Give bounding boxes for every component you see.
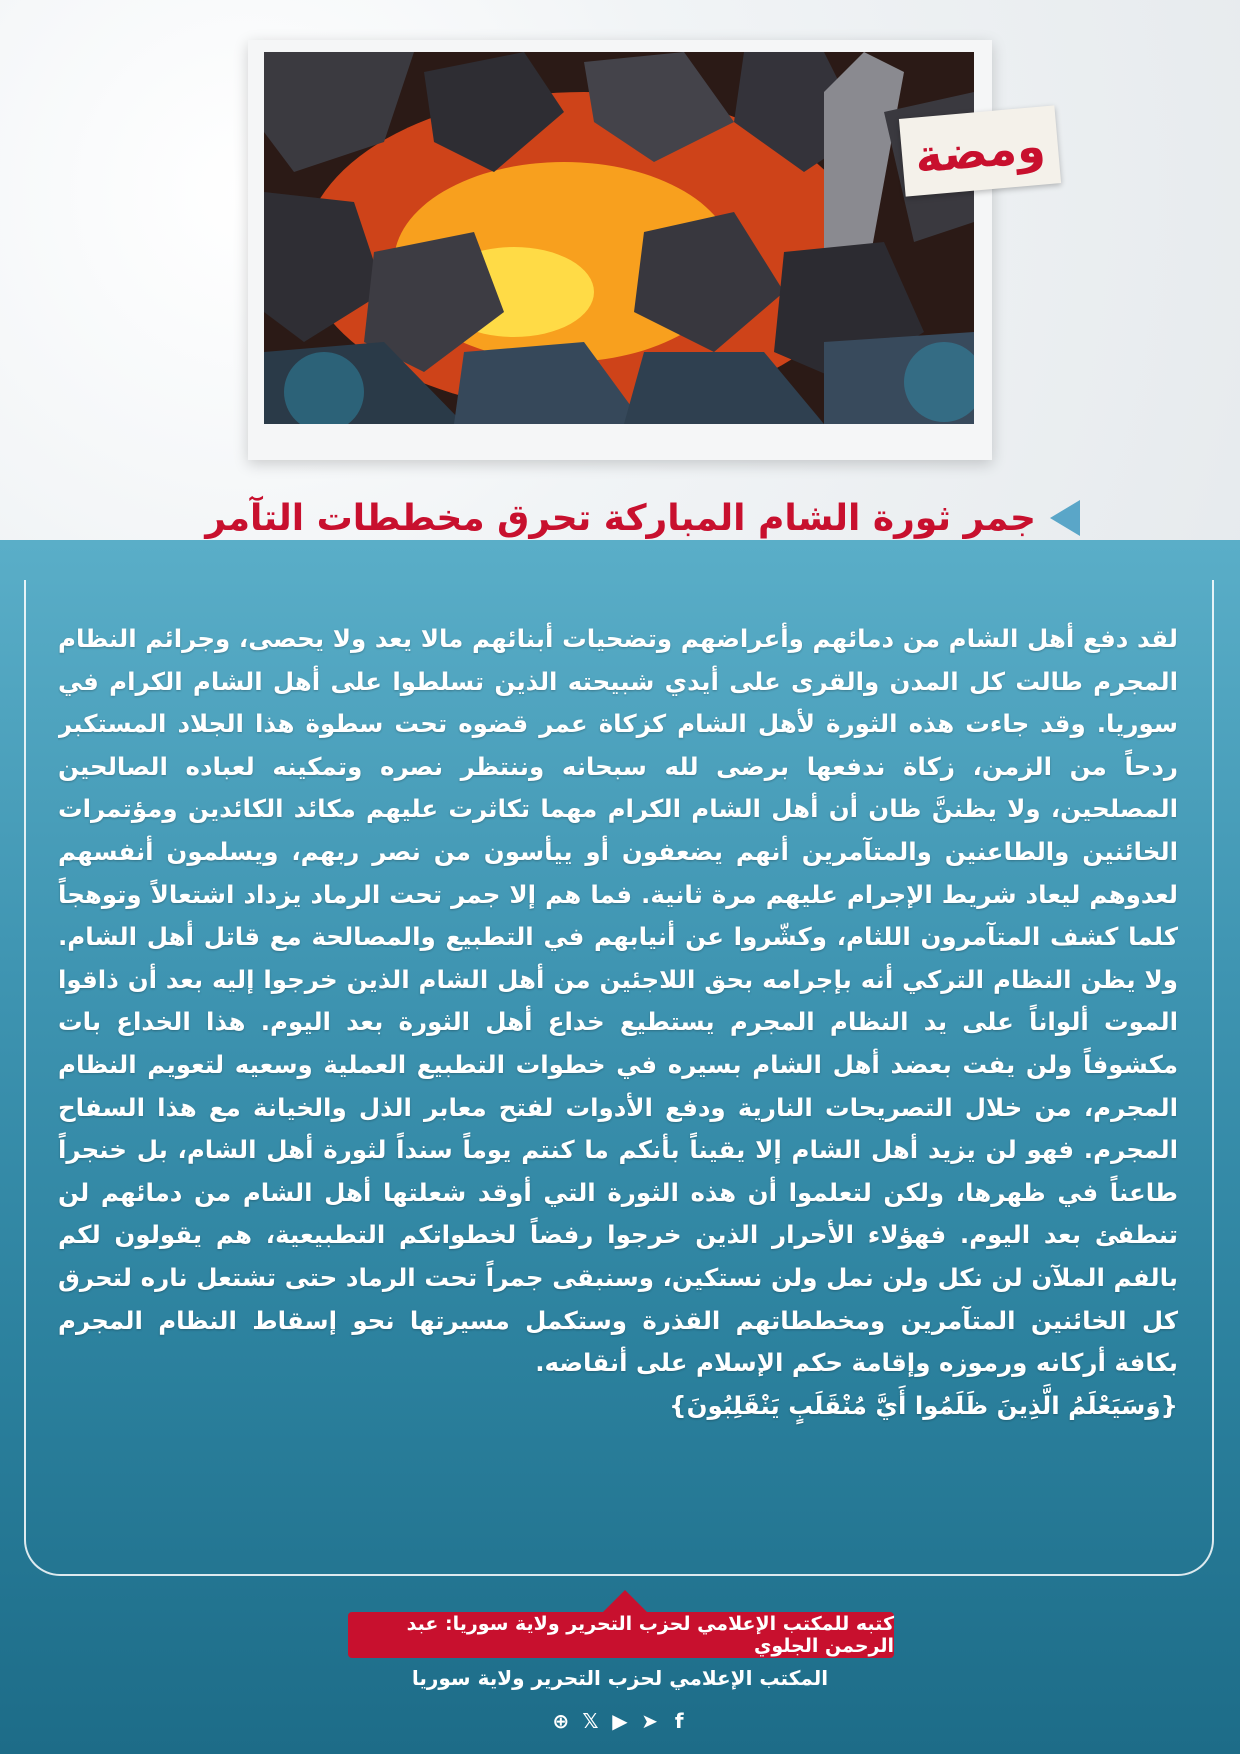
title-row xyxy=(180,488,1080,548)
social-links xyxy=(550,1704,690,1738)
x-icon[interactable]: 𝕏 xyxy=(582,1709,599,1733)
website-icon[interactable]: ⊕ xyxy=(552,1709,570,1733)
page-title: جمر ثورة الشام المباركة تحرق مخططات التآمر xyxy=(205,497,1036,539)
author-ribbon xyxy=(348,1612,894,1658)
badge-label xyxy=(899,105,1061,196)
embers-illustration xyxy=(264,52,974,424)
article-paragraph: لقد دفع أهل الشام من دمائهم وأعراضهم وتضحيات أبنائهم مالا يعد ولا يحصى، وجرائم النظام المجرم طالت كل المدن والقرى على أيدي شبيحته الذين تسلطوا على أهل الشام الكرام في سوريا. وقد جاءت هذه الثورة لأهل الشام كزكاة عمر قضوه تحت سطوة هذا الجلاد المستكبر ردحاً من الزمن، زكاة ندفعها برضى لله سبحانه وننتظر نصره وتمكينه لعباده الصالحين المصلحين، ولا يظننَّ ظان أن أهل الشام الكرام مهما تكاثرت عليهم مكائد الكائدين ومؤتمرات الخائنين والطاعنين والمتآمرين أنهم يضعفون أو ييأسون من نصر ربهم، ويسلمون أنفسهم لعدوهم ليعاد شريط الإجرام عليهم مرة ثانية. فما هم إلا جمر تحت الرماد يزداد اشتعالاً وتوهجاً كلما كشف المتآمرون اللثام، وكشّروا عن أنيابهم في التطبيع والمصالحة مع قاتل أهل الشام. ولا يظن النظام التركي أنه بإجرامه بحق اللاجئين من أهل الشام الذين خرجوا إليه بعد أن ذاقوا الموت ألواناً على يد النظام المجرم يستطيع خداع أهل الثورة بعد اليوم. هذا الخداع بات مكشوفاً ولن يفت بعضد أهل الشام بسيره في خطوات التطبيع العملية وسعيه لتعويم النظام المجرم، من خلال التصريحات النارية ودفع الأدوات لفتح معابر الذل والخيانة مع هذا السفاح المجرم. فهو لن يزيد أهل الشام إلا يقيناً بأنكم ما كنتم يوماً سنداً لثورة أهل الشام، بل خنجراً طاعناً في ظهرها، ولكن لتعلموا أن هذه الثورة التي أوقد شعلتها أهل الشام من دمائهم لن تنطفئ بعد اليوم. فهؤلاء الأحرار الذين خرجوا رفضاً لخطواتكم التطبيعية، هم يقولون لكم بالفم الملآن لن نكل ولن نمل ولن نستكين، وسنبقى جمراً تحت الرماد حتى تشتعل ناره لتحرق كل الخائنين المتآمرين ومخططاتهم القذرة وستكمل مسيرتها نحو إسقاط النظام المجرم بكافة أركانه ورموزه وإقامة حكم الإسلام على أنقاضه. xyxy=(58,624,1178,1378)
author-text: كتبه للمكتب الإعلامي لحزب التحرير ولاية سوريا: عبد الرحمن الجلوي xyxy=(406,1613,894,1657)
embers-photo xyxy=(264,52,974,424)
badge-text: ومضة xyxy=(912,118,1048,184)
article-body xyxy=(58,618,1178,1558)
quran-verse: {وَسَيَعْلَمُ الَّذِينَ ظَلَمُوا أَيَّ مُنْقَلَبٍ يَنْقَلِبُونَ} xyxy=(669,1390,1178,1420)
telegram-icon[interactable]: ➤ xyxy=(641,1709,658,1733)
media-office-name: المكتب الإعلامي لحزب التحرير ولاية سوريا xyxy=(411,1666,829,1690)
youtube-icon[interactable]: ▶ xyxy=(612,1709,628,1733)
title-arrow-icon xyxy=(1050,500,1080,536)
facebook-icon[interactable]: f xyxy=(674,1709,684,1733)
